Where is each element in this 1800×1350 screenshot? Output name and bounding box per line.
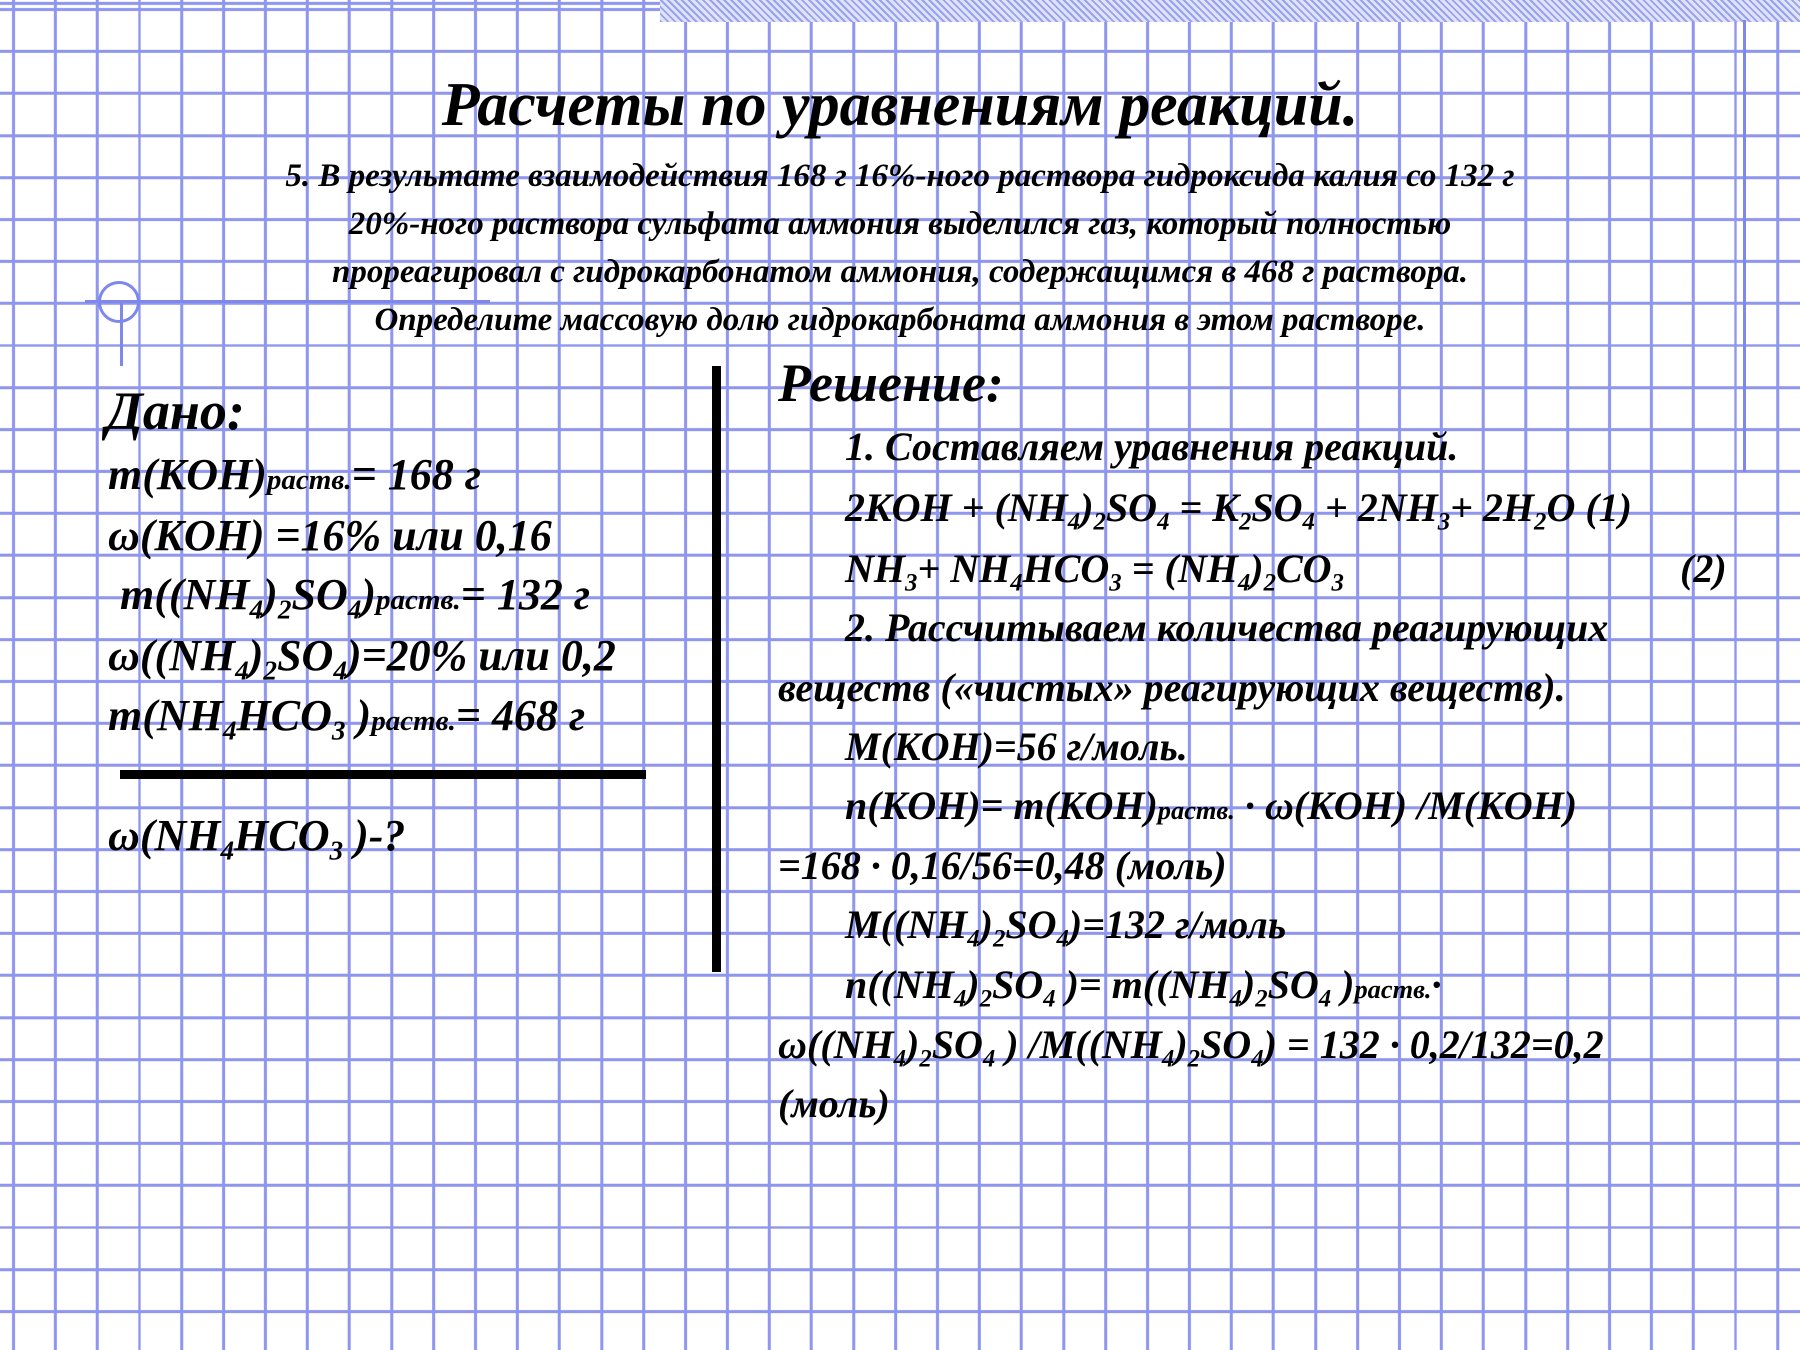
amount-unit: (моль) (778, 1081, 890, 1126)
solution-step-2: 2. Рассчитываем количества реагирующих (845, 605, 1609, 650)
molar-mass-koh: M(KOH)=56 г/моль. (845, 724, 1188, 769)
decorative-band (660, 0, 1800, 22)
amount-ammonium-sulfate-calculation: $\omega((NH_4)_2SO_4$ ) $/M((NH_4)_2SO_4) = 132 \cdot 0,2/132=0,2$ (778, 1022, 1604, 1073)
given-koh-fraction: ω(KOH) =16% или 0,16 (108, 511, 552, 560)
amount-koh-calculation: =168 · 0,16/56=0,48 (моль) (778, 843, 1227, 888)
task-line: 20%-ного раствора сульфата аммония выделился газ, который полностью (348, 206, 1452, 242)
task-line: 5. В результате взаимодействия 168 г 16%-ного раствора гидроксида калия со 132 г (285, 158, 1515, 194)
given-heading: Дано: (106, 381, 245, 441)
solution-heading: Решение: (778, 353, 1004, 413)
equation-2: $NH_3+ NH_4HCO_3 = (NH_4)_2CO_3$ (845, 546, 1344, 597)
given-ammonium-sulfate-fraction: $\omega((NH_4)_2SO_4)=20\%$ или 0,2 (108, 631, 616, 686)
given-koh-mass: m(KOH)раств.= 168 г (108, 450, 481, 499)
given-bicarbonate-mass: $m(NH_4HCO_3$ )раств.= 468 г (108, 691, 586, 746)
task-statement (150, 152, 1650, 344)
equation-1: $2KOH + (NH_4)_2SO_4 = K_2SO_4 + 2NH_3+ 2H_2O$ (1) (845, 485, 1632, 536)
solution-step-2-continued: веществ («чистых» реагирующих веществ). (778, 665, 1566, 710)
molar-mass-ammonium-sulfate: $M((NH_4)_2SO_4)=132$ г/моль (845, 902, 1287, 953)
given-underline (120, 770, 646, 779)
solution-step-1: 1. Составляем уравнения реакций. (845, 424, 1459, 469)
given-ammonium-sulfate-mass: $m((NH_4)_2SO_4)раств.= 132$ г (120, 570, 591, 625)
task-line: Определите массовую долю гидрокарбоната аммония в этом растворе. (374, 302, 1426, 338)
given-question: $\omega(NH_4HCO_3$ )-? (108, 811, 406, 866)
slide-title: Расчеты по уравнениям реакций. (441, 71, 1359, 139)
equation-2-number: (2) (1680, 546, 1727, 591)
column-divider (712, 366, 721, 972)
decorative-ring (98, 281, 140, 323)
amount-koh-formula: n(KOH)= m(KOH)раств. · ω(KOH) /M(KOH) (845, 783, 1578, 828)
amount-ammonium-sulfate-formula: $n((NH_4)_2SO_4$ )= $m((NH_4)_2SO_4$ )раств.· (845, 962, 1442, 1013)
task-line: прореагировал с гидрокарбонатом аммония, содержащимся в 468 г раствора. (331, 254, 1469, 290)
